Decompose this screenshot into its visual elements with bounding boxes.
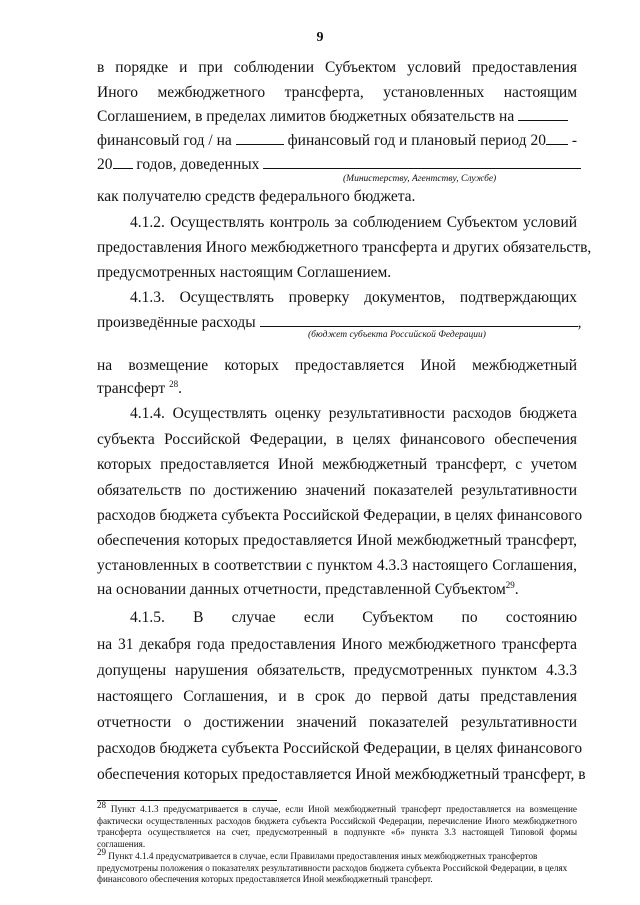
blank-field xyxy=(236,131,284,145)
caption-budget: (бюджет субъекта Российской Федерации) xyxy=(308,330,486,340)
text-fragment: на основании данных отчетности, представленной Субъектом xyxy=(97,581,506,598)
text-fragment: по xyxy=(461,609,478,626)
text-fragment: годов, доведенных xyxy=(136,156,260,173)
text-fragment: расходов xyxy=(452,405,512,422)
text-line xyxy=(97,58,577,78)
text-fragment: межбюджетный xyxy=(472,357,578,374)
text-fragment: предоставления xyxy=(97,239,202,256)
text-line xyxy=(97,506,583,526)
text-fragment: 4.1.4. Осуществлять xyxy=(130,405,267,422)
text-line xyxy=(97,580,577,600)
text-fragment: соблюдением xyxy=(352,214,442,231)
text-line xyxy=(97,635,577,655)
text-line xyxy=(130,288,577,308)
text-fragment: учетом xyxy=(530,456,578,473)
text-line xyxy=(97,713,577,733)
text-fragment: результативности xyxy=(328,405,445,422)
text-fragment: расходов бюджета субъекта Российской Федерации, в целях финансового xyxy=(97,740,583,757)
text-fragment: Соглашением, в пределах лимитов бюджетных обязательств на xyxy=(97,108,515,125)
text-line xyxy=(97,661,577,681)
text-fragment: предоставляется xyxy=(160,456,270,473)
text-fragment: состоянию xyxy=(505,609,578,626)
footnote-number: 29 xyxy=(97,846,106,857)
text-line xyxy=(97,739,583,759)
footnote-28 xyxy=(97,799,577,850)
text-line xyxy=(97,131,577,151)
text-line xyxy=(97,556,577,576)
text-fragment: финансовый год и плановый период 20 xyxy=(287,132,546,149)
text-line xyxy=(97,107,577,127)
text-fragment: установленных в соответствии с пунктом 4.3.3 настоящего Соглашения, xyxy=(97,557,577,574)
footnote-separator xyxy=(97,800,277,801)
text-fragment: Иного межбюджетного трансферта xyxy=(341,636,578,653)
text-fragment: случае xyxy=(231,609,276,626)
text-fragment: если xyxy=(303,609,335,626)
text-line xyxy=(97,531,577,551)
text-fragment: Субъектом xyxy=(446,214,518,231)
text-fragment: . xyxy=(178,380,182,397)
text-fragment: трансферт xyxy=(97,380,166,397)
text-fragment: по xyxy=(189,482,206,499)
text-fragment: результативности xyxy=(460,482,578,499)
text-fragment: 4.1.2. Осуществлять xyxy=(130,214,265,231)
text-fragment: Субъектом xyxy=(325,59,397,76)
text-fragment: за xyxy=(334,214,348,231)
text-fragment: Иного xyxy=(205,239,247,256)
text-line xyxy=(97,765,586,785)
text-line xyxy=(97,687,577,707)
text-fragment: в порядке и xyxy=(97,59,188,76)
text-fragment: бюджета xyxy=(519,405,577,422)
text-fragment: условий xyxy=(523,214,578,231)
text-fragment: произведённые расходы xyxy=(97,314,256,331)
text-line xyxy=(97,455,577,475)
footnote-text: Пункт 4.1.3 предусматривается в случае, если Иной межбюджетный трансферт предоставляется на возмещение фактически осуществленных расходов бюджета субъекта Российской Федерации, перечисление Иного межбюджетного трансферта осуществляется на счет, предусмотренный в подпункте «б» пункта 3.3 настоящей Типовой формы соглашения. xyxy=(97,804,577,849)
text-line xyxy=(97,379,577,399)
text-fragment: предоставляется xyxy=(294,357,405,374)
text-fragment: значений xyxy=(305,482,366,499)
text-fragment: контроль xyxy=(269,214,330,231)
text-fragment: обязательств xyxy=(97,482,182,499)
text-fragment: 4.1.3. Осуществлять проверку xyxy=(130,289,350,306)
text-fragment: расходов бюджета субъекта Российской Федерации, в целях финансового xyxy=(97,507,583,524)
text-line xyxy=(97,356,577,376)
text-fragment: 20 xyxy=(97,156,113,173)
text-line xyxy=(97,430,577,450)
text-line xyxy=(130,608,577,628)
text-fragment: показателей xyxy=(373,482,453,499)
text-fragment: обеспечения которых предоставляется Иной межбюджетный трансферт, xyxy=(97,532,577,549)
page-number: 9 xyxy=(316,30,324,45)
text-fragment: Федерации, xyxy=(249,431,327,448)
text-fragment: отчетности xyxy=(97,714,172,731)
text-fragment: как получателю средств федерального бюджета. xyxy=(97,188,416,205)
text-fragment: субъекта xyxy=(97,431,155,448)
text-line xyxy=(97,155,577,175)
text-fragment: - xyxy=(571,132,578,149)
text-line xyxy=(97,187,577,207)
text-fragment: результативности xyxy=(460,714,578,731)
text-fragment: межбюджетного xyxy=(157,84,266,101)
footnote-ref: 29 xyxy=(505,579,515,590)
text-fragment: и других обязательств, xyxy=(441,239,592,256)
text-fragment: межбюджетный xyxy=(322,456,428,473)
text-fragment: обеспечения которых предоставляется Иной межбюджетный трансферт, в xyxy=(97,766,586,783)
footnote-ref: 28 xyxy=(169,378,179,389)
text-fragment: при соблюдении xyxy=(198,59,315,76)
text-fragment: подтверждающих xyxy=(459,289,578,306)
text-fragment: которых xyxy=(97,456,152,473)
text-line xyxy=(97,263,577,283)
text-fragment: в xyxy=(336,431,344,448)
caption-ministry: (Министерству, Агентству, Службе) xyxy=(343,174,497,184)
text-line xyxy=(130,404,577,424)
text-fragment: предусмотренных настоящим Соглашением. xyxy=(97,264,392,281)
text-fragment: условий предоставления xyxy=(407,59,577,76)
text-line xyxy=(97,238,592,258)
text-line xyxy=(97,83,577,103)
text-fragment: которых xyxy=(224,357,279,374)
text-fragment: возмещение xyxy=(128,357,209,374)
text-fragment: настоящего Соглашения, и в срок до первой даты представления xyxy=(97,688,577,705)
text-fragment: Иного xyxy=(97,84,138,101)
text-fragment: установленных xyxy=(383,84,485,101)
text-line xyxy=(97,481,577,501)
text-fragment: трансферта, xyxy=(284,84,364,101)
blank-field xyxy=(546,131,568,145)
text-fragment: . xyxy=(514,581,519,598)
text-fragment: Субъектом xyxy=(362,609,434,626)
text-fragment: показателей xyxy=(369,714,449,731)
text-fragment: оценку xyxy=(274,405,322,422)
text-line xyxy=(130,213,577,233)
text-fragment: Российской xyxy=(164,431,241,448)
blank-field xyxy=(263,155,581,169)
text-fragment: 4.1.5. В xyxy=(130,609,204,626)
text-fragment: обеспечения xyxy=(494,431,578,448)
text-fragment: Иной xyxy=(420,357,456,374)
text-fragment: документов, xyxy=(364,289,446,306)
text-fragment: достижении xyxy=(203,714,284,731)
blank-field xyxy=(113,155,133,169)
text-fragment: на 31 декабря года предоставления xyxy=(97,636,336,653)
text-fragment: Иной xyxy=(278,456,314,473)
text-fragment: финансовый год / на xyxy=(97,132,232,149)
text-fragment: финансового xyxy=(399,431,485,448)
footnote-29 xyxy=(97,846,577,886)
text-fragment: целях xyxy=(352,431,391,448)
text-fragment: о xyxy=(183,714,192,731)
text-fragment: настоящим xyxy=(503,84,577,101)
text-fragment: , xyxy=(577,314,582,331)
text-fragment: трансферт, xyxy=(435,456,507,473)
footnote-text: Пункт 4.1.4 предусматривается в случае, если Правилами предоставления иных межбюджетных трансфертов предусмотрены положения о показателях результативности расходов бюджета субъекта Российской Федерации, в целях финансового обеспечения которых предоставляется Иной межбюджетный трансферт. xyxy=(97,851,568,884)
text-fragment: значений xyxy=(296,714,357,731)
text-fragment: трансферта xyxy=(362,239,438,256)
blank-field xyxy=(260,313,578,327)
blank-field xyxy=(518,107,568,121)
text-fragment: достижению xyxy=(213,482,298,499)
text-fragment: на xyxy=(97,357,113,374)
footnote-number: 28 xyxy=(97,799,106,810)
text-fragment: допущены нарушения обязательств, предусмотренных пунктом 4.3.3 xyxy=(97,662,577,679)
text-fragment: с xyxy=(515,456,523,473)
text-fragment: межбюджетного xyxy=(250,239,359,256)
